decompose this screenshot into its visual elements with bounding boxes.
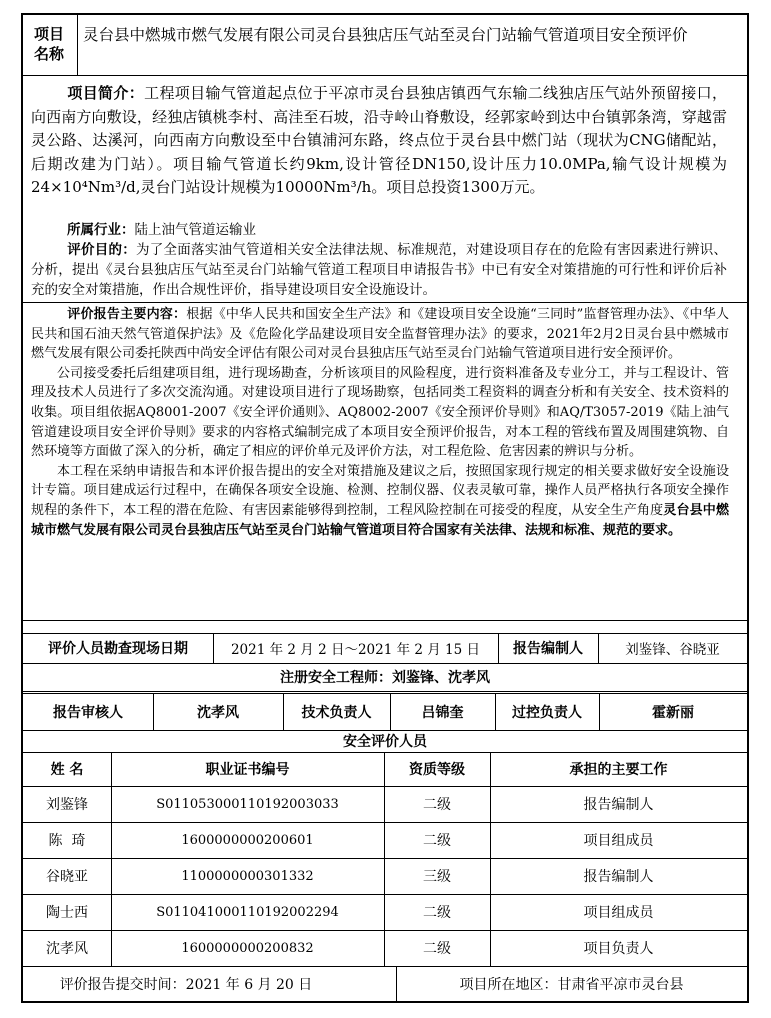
tech-lead-value: 吕锦奎	[421, 704, 464, 721]
industry	[67, 221, 727, 241]
reviewer-label: 报告审核人	[53, 704, 123, 721]
col-grade: 资质等级	[409, 762, 465, 778]
purpose-text: 为了全面落实油气管道相关安全法律法规、标准规范，对建设项目存在的危险有害因素进行辨识、分析，提出《灵台县独店压气站至灵台门站输气管道工程项目申请报告书》中已有安全对策措施的可行性和评价后补充的安全对策措施，作出合规性评价，指导建设项目安全设施设计。	[31, 242, 727, 298]
col-cert: 职业证书编号	[205, 762, 290, 778]
process-control-label: 过控负责人	[512, 704, 582, 721]
col-name: 姓 名	[50, 762, 84, 778]
author-label: 报告编制人	[513, 641, 583, 657]
author-value: 刘鉴锋、谷晓亚	[625, 642, 720, 658]
report-conclusion: 灵台县中燃城市燃气发展有限公司灵台县独店压气站至灵台门站输气管道项目符合国家有关法律、法规和标准、规范的要求。	[31, 502, 729, 538]
industry-label: 所属行业：	[67, 222, 135, 238]
purpose	[31, 241, 727, 300]
intro-label: 项目简介：	[67, 84, 145, 102]
intro-text: 工程项目输气管道起点位于平凉市灵台县独店镇西气东输二线独店压气站外预留接口，向西南方向敷设，经独店镇桃李村、高洼至石坡，沿寺岭山脊敷设，经郭家岭到达中台镇郭条湾，穿越雷灵公路、达溪河，向西南方向敷设至中台镇浦河东路，终点位于灵台县中燃门站（现状为CNG储配站，后期改建为门站）。项目输气管道长约9km,设计管径DN150,设计压力10.0MPa,输气设计规模为24×10⁴Nm³/d,灵台门站设计规模为10000Nm³/h。项目总投资1300万元。	[31, 84, 727, 196]
submit-date: 评价报告提交时间：2021 年 6 月 20 日	[59, 976, 313, 993]
registered-engineers: 注册安全工程师：刘鉴锋、沈孝风	[280, 670, 490, 686]
report-p2: 公司接受委托后组建项目组，进行现场勘查，分析该项目的风险程度，进行资料准备及专业分工，并与工程设计、管理及技术人员进行了多次交流沟通。对建设项目进行了现场勘察，包括同类工程资料的调查分析和有关安全、技术资料的收集。项目组依据AQ8001-2007《安全评价通则》、AQ8002-2007《安全预评价导则》和AQ/T3057-2019《陆上油气管道建设项目安全评价导则》要求的内容格式编制完成了本项目安全预评价报告，对本工程的管线布置及周围建筑物、自然环境等方面做了深入的分析，确定了相应的评价单元及评价方法，对工程危险、危害因素的辨识与分析。	[31, 365, 729, 460]
report-content	[31, 305, 729, 540]
survey-date-label: 评价人员勘查现场日期	[48, 641, 188, 657]
process-control-value: 霍新丽	[652, 704, 694, 721]
col-work: 承担的主要工作	[569, 762, 668, 778]
report-label: 评价报告主要内容：	[67, 307, 187, 322]
project-region: 项目所在地区：甘肃省平凉市灵台县	[459, 976, 684, 993]
project-name-label: 项目名称	[33, 25, 64, 63]
report-p3: 本工程在采纳申请报告和本评价报告提出的安全对策措施及建议之后，按照国家现行规定的相关要求做好安全设施设计专篇。项目建成运行过程中，在确保各项安全设施、检测、控制仪器、仪表灵敏可靠，操作人员严格执行各项安全操作规程的条件下，本工程的潜在危险、有害因素能够得到控制，工程风险控制在可接受的程度，从安全生产角度灵台县中燃城市燃气发展有限公司灵台县独店压气站至灵台门站输气管道项目符合国家有关法律、法规和标准、规范的要求。	[31, 463, 729, 538]
project-name: 灵台县中燃城市燃气发展有限公司灵台县独店压气站至灵台门站输气管道项目安全预评价	[83, 26, 688, 44]
project-intro	[31, 82, 727, 200]
report-p1: 评价报告主要内容：根据《中华人民共和国安全生产法》和《建设项目安全设施“三同时”监督管理办法》、《中华人民共和国石油天然气管道保护法》及《危险化学品建设项目安全监督管理办法》的要求，2021年2月2日灵台县中燃城市燃气发展有限公司委托陕西中尚安全评估有限公司对灵台县独店压气站至灵台门站输气管道项目进行安全预评价。	[31, 307, 729, 362]
survey-date-value: 2021 年 2 月 2 日～2021 年 2 月 15 日	[230, 642, 481, 658]
industry-value: 陆上油气管道运输业	[134, 222, 256, 238]
evaluation-form: 项目名称 灵台县中燃城市燃气发展有限公司灵台县独店压气站至灵台门站输气管道项目安全预评价 项目简介：工程项目输气管道起点位于平凉市灵台县独店镇西气东输二线独店压气站外预留接口，向西南方向敷设，经独店镇桃李村、高洼至石坡，沿寺岭山脊敷设，经郭家岭到达中台镇郭条湾，穿越雷灵公路、达溪河，向西南方向敷设至中台镇浦河东路，终点位于灵台县中燃门站（现状为CNG储配站，后期改建为门站）。项目输气管道长约9km,设计管径DN150,设计压力10.0MPa,输气设计规模为24×10⁴Nm³/d,灵台门站设计规模为10000Nm³/h。项目总投资1300万元。 所属行业：陆上油气管道运输业 评价目的：为了全面落实油气管道相关安全法律法规、标准规范，对建设项目存在的危险有害因素进行辨识、分析，提出《灵台县独店压气站至灵台门站输气管道工程项目申请报告书》中已有安全对策措施的可行性和评价后补充的安全对策措施，作出合规性评价，指导建设项目安全设施设计。 评价报告主要内容：根据《中华人民共和国安全生产法》和《建设项目安全设施“三同时”监督管理办法》、《中华人民共和国石油天然气管道保护法》及《危险化学品建设项目安全监督管理办法》的要求，2021年2月2日灵台县中燃城市燃气发展有限公司委托陕西中尚安全评估有限公司对灵台县独店压气站至灵台门站输气管道项目进行安全预评价。 公司接受委托后组建项目组，进行现场勘查，分析该项目的风险程度，进行资料准备及专业分工，并与工程设计、管理及技术人员进行了多次交流沟通。对建设项目进行了现场勘察，包括同类工程资料的调查分析和有关安全、技术资料的收集。项目组依据AQ8001-2007《安全评价通则》、AQ8002-2007《安全预评价导则》和AQ/T3057-2019《陆上油气管道建设项目安全评价导则》要求的内容格式编制完成了本项目安全预评价报告，对本工程的管线布置及周围建筑物、自然环境等方面做了深入的分析，确定了相应的评价单元及评价方法，对工程危险、危害因素的辨识与分析。 本工程在采纳申请报告和本评价报告提出的安全对策措施及建议之后，按照国家现行规定的相关要求做好安全设施设计专篇。项目建成运行过程中，在确保各项安全设施、检测、控制仪器、仪表灵敏可靠，操作人员严格执行各项安全操作规程的条件下，本工程的潜在危险、有害因素能够得到控制，工程风险控制在可接受的程度，从安全生产角度灵台县中燃城市燃气发展有限公司灵台县独店压气站至灵台门站输气管道项目符合国家有关法律、法规和标准、规范的要求。 评价人员勘查现场日期 2021 年 2 月 2 日～2021 年 2 月 15 日 报告编制人 刘鉴锋、谷晓亚 注册安全工程师：刘鉴锋、沈孝风 报告审核人 沈孝风 技术负责人 吕锦奎 过控负责人 霍新丽 安全评价人员 姓 名 职业证书编号 资质等级 承担的主要工作 刘鉴锋 S011053000110192003033 二级 报告编制人 陈 琦 1600000000200601 二级 项目组成员 谷晓亚 1100000000301332 三级 报告编制人 陶士西 S011041000110192002294 二级 项目组成员 沈孝风 1600000000200832 二级 项目负责人 评价报告提交时间：2021 年 6 月 20 日 项目所在地区：甘肃省平凉市灵台县	[21, 13, 749, 1003]
staff-title: 安全评价人员	[343, 734, 427, 750]
purpose-label: 评价目的：	[67, 242, 136, 258]
tech-lead-label: 技术负责人	[301, 704, 372, 721]
reviewer-value: 沈孝风	[197, 704, 239, 721]
